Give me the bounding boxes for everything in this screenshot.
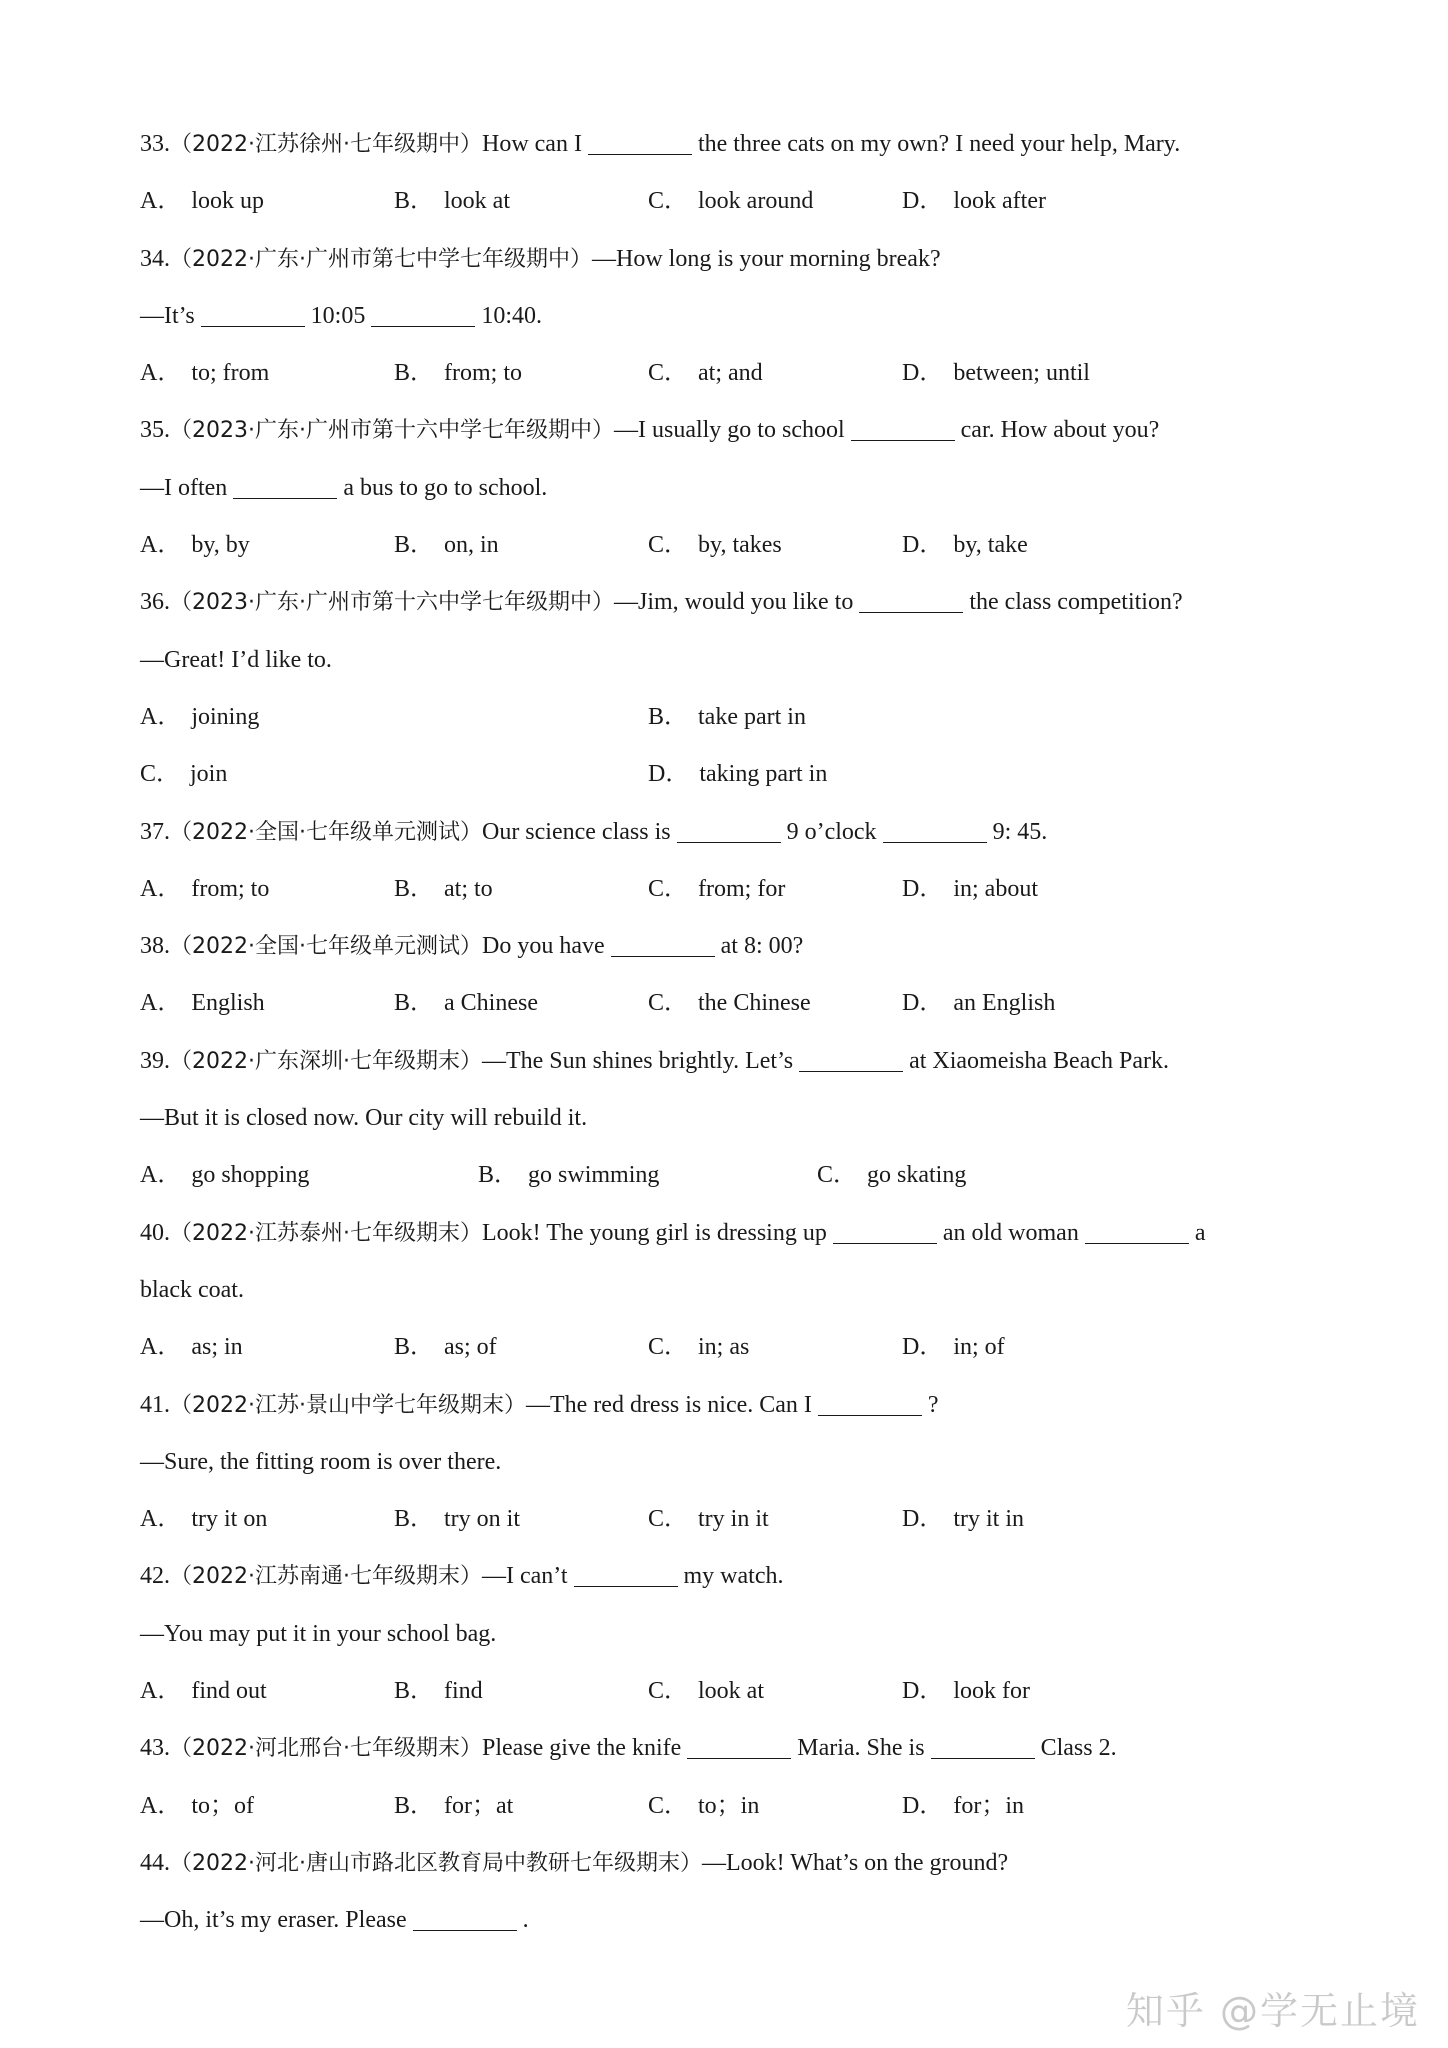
option-a[interactable]: A． from; to [140, 875, 270, 902]
option-a[interactable]: A． go shopping [140, 1162, 310, 1189]
option-b[interactable]: B． look at [394, 188, 511, 215]
option-c[interactable]: C． in; as [648, 1334, 750, 1361]
option-c[interactable]: C． the Chinese [648, 990, 811, 1017]
question-40-line2: black coat. [140, 1276, 244, 1303]
question-number: 33. [140, 131, 170, 157]
option-d[interactable]: D． look for [902, 1678, 1030, 1705]
option-a[interactable]: A． look up [140, 188, 265, 215]
question-38-stem: 38.（2022·全国·七年级单元测试）Do you have at 8: 00? [140, 918, 1300, 975]
option-d[interactable]: D． for；in [902, 1792, 1024, 1819]
question-40-stem: 40.（2022·江苏泰州·七年级期末）Look! The young girl is dressing up an old woman a [140, 1205, 1300, 1262]
question-42-stem: 42.（2022·江苏南通·七年级期末）—I can’t my watch. [140, 1548, 1300, 1605]
answer-blank [833, 1213, 937, 1244]
question-source: （2022·广东·广州市第七中学七年级期中） [170, 246, 592, 272]
question-source: （2022·江苏徐州·七年级期中） [170, 132, 482, 157]
question-40-options [140, 1319, 1300, 1376]
option-b[interactable]: B． on, in [394, 532, 499, 559]
option-c[interactable]: C． look at [648, 1678, 765, 1705]
question-number: 36. [140, 589, 170, 616]
question-43-stem: 43.（2022·河北邢台·七年级期末）Please give the knife Maria. She is Class 2. [140, 1720, 1300, 1777]
answer-blank [413, 1900, 517, 1931]
question-document [140, 116, 1300, 1950]
question-number: 40. [140, 1219, 170, 1246]
answer-blank [931, 1728, 1035, 1759]
option-a[interactable]: A． as; in [140, 1334, 243, 1361]
answer-blank [851, 410, 955, 441]
question-source: （2022·江苏南通·七年级期末） [170, 1564, 482, 1590]
answer-blank [1085, 1213, 1189, 1244]
question-41-line2: —Sure, the fitting room is over there. [140, 1448, 502, 1475]
question-38-options [140, 975, 1300, 1032]
answer-blank [233, 468, 337, 499]
question-35-options [140, 517, 1300, 574]
question-source: （2023·广东·广州市第十六中学七年级期中） [170, 418, 614, 444]
question-44-stem: 44.（2022·河北·唐山市路北区教育局中教研七年级期末）—Look! What’s on the ground? [140, 1849, 1009, 1876]
option-a[interactable]: A． find out [140, 1678, 267, 1705]
question-43-options [140, 1778, 1300, 1835]
option-b[interactable]: B． at; to [394, 875, 493, 902]
question-34-line2: —It’s 10:05 10:40. [140, 288, 1300, 345]
answer-blank [574, 1556, 678, 1587]
option-c[interactable]: C． from; for [648, 875, 786, 902]
option-c[interactable]: C． look around [648, 188, 814, 215]
option-c[interactable]: C． at; and [648, 360, 763, 387]
option-b[interactable]: B． try on it [394, 1506, 521, 1533]
question-source: （2022·全国·七年级单元测试） [170, 934, 482, 960]
question-36-line2: —Great! I’d like to. [140, 646, 332, 673]
option-d[interactable]: D． try it in [902, 1506, 1025, 1533]
option-a[interactable]: A． try it on [140, 1506, 268, 1533]
answer-blank [677, 812, 781, 843]
answer-blank [371, 296, 475, 327]
question-number: 38. [140, 933, 170, 960]
question-number: 35. [140, 417, 170, 444]
stem-text: —How long is your morning break? [591, 245, 941, 272]
question-42-line2: —You may put it in your school bag. [140, 1620, 497, 1647]
stem-text: the three cats on my own? I need your help, Mary. [697, 131, 1181, 157]
option-b[interactable]: B． take part in [648, 703, 806, 730]
option-c[interactable]: C． to；in [648, 1792, 760, 1819]
option-a[interactable]: A． by, by [140, 532, 250, 559]
option-d[interactable]: D． an English [902, 990, 1056, 1017]
question-number: 44. [140, 1849, 170, 1876]
question-source: （2022·河北·唐山市路北区教育局中教研七年级期末） [170, 1850, 702, 1876]
answer-blank [611, 926, 715, 957]
question-number: 43. [140, 1735, 170, 1762]
option-b[interactable]: B． find [394, 1678, 483, 1705]
option-a[interactable]: A． to; from [140, 360, 270, 387]
question-37-stem: 37.（2022·全国·七年级单元测试）Our science class is 9 o’clock 9: 45. [140, 804, 1300, 861]
option-b[interactable]: B． as; of [394, 1334, 497, 1361]
question-number: 39. [140, 1047, 170, 1074]
option-d[interactable]: D． look after [902, 188, 1046, 215]
answer-blank [687, 1728, 791, 1759]
question-source: （2022·江苏·景山中学七年级期末） [170, 1392, 526, 1418]
option-a[interactable]: A． joining [140, 703, 260, 730]
answer-blank [799, 1041, 903, 1072]
question-source: （2022·广东深圳·七年级期末） [170, 1048, 482, 1074]
question-number: 41. [140, 1391, 170, 1418]
question-source: （2022·江苏泰州·七年级期末） [170, 1220, 482, 1246]
question-source: （2022·全国·七年级单元测试） [170, 819, 482, 845]
question-33-options [140, 173, 1300, 230]
watermark: 知乎 @学无止境 [1125, 1989, 1420, 2033]
question-number: 37. [140, 818, 170, 845]
question-number: 42. [140, 1563, 170, 1590]
option-c[interactable]: C． join [140, 761, 228, 788]
question-44-line2: —Oh, it’s my eraser. Please . [140, 1892, 1300, 1949]
question-34-stem [140, 231, 1300, 288]
answer-blank [201, 296, 305, 327]
option-c[interactable]: C． try in it [648, 1506, 769, 1533]
question-36-stem: 36.（2023·广东·广州市第十六中学七年级期中）—Jim, would you like to the class competition? [140, 574, 1300, 631]
option-b[interactable]: B． a Chinese [394, 990, 538, 1017]
option-a[interactable]: A． to；of [140, 1792, 255, 1819]
question-33-stem [140, 116, 1300, 173]
option-b[interactable]: B． go swimming [478, 1162, 660, 1189]
answer-blank [818, 1385, 922, 1416]
option-d[interactable]: D． taking part in [648, 761, 828, 788]
question-41-stem: 41.（2022·江苏·景山中学七年级期末）—The red dress is nice. Can I ? [140, 1377, 1300, 1434]
question-number: 34. [140, 245, 170, 272]
question-source: （2023·广东·广州市第十六中学七年级期中） [170, 590, 614, 616]
option-a[interactable]: A． English [140, 990, 265, 1017]
question-36-options-row2 [140, 746, 1300, 803]
option-d[interactable]: D． in; about [902, 875, 1038, 902]
option-c[interactable]: C． by, takes [648, 532, 782, 559]
question-39-options [140, 1147, 1300, 1204]
answer-blank [883, 812, 987, 843]
option-d[interactable]: D． between; until [902, 360, 1090, 387]
question-36-options-row1 [140, 689, 1300, 746]
question-35-stem: 35.（2023·广东·广州市第十六中学七年级期中）—I usually go to school car. How about you? [140, 402, 1300, 459]
option-b[interactable]: B． from; to [394, 360, 523, 387]
question-35-line2: —I often a bus to go to school. [140, 460, 1300, 517]
option-c[interactable]: C． go skating [817, 1162, 967, 1189]
answer-blank [859, 582, 963, 613]
stem-text: How can I [481, 131, 582, 157]
question-source: （2022·河北邢台·七年级期末） [170, 1736, 482, 1762]
question-37-options [140, 861, 1300, 918]
option-d[interactable]: D． by, take [902, 532, 1028, 559]
option-d[interactable]: D． in; of [902, 1334, 1005, 1361]
question-41-options [140, 1491, 1300, 1548]
question-42-options [140, 1663, 1300, 1720]
option-b[interactable]: B． for；at [394, 1792, 514, 1819]
question-39-stem: 39.（2022·广东深圳·七年级期末）—The Sun shines brightly. Let’s at Xiaomeisha Beach Park. [140, 1033, 1300, 1090]
question-39-line2: —But it is closed now. Our city will rebuild it. [140, 1105, 588, 1132]
question-34-options [140, 345, 1300, 402]
answer-blank [588, 124, 692, 155]
